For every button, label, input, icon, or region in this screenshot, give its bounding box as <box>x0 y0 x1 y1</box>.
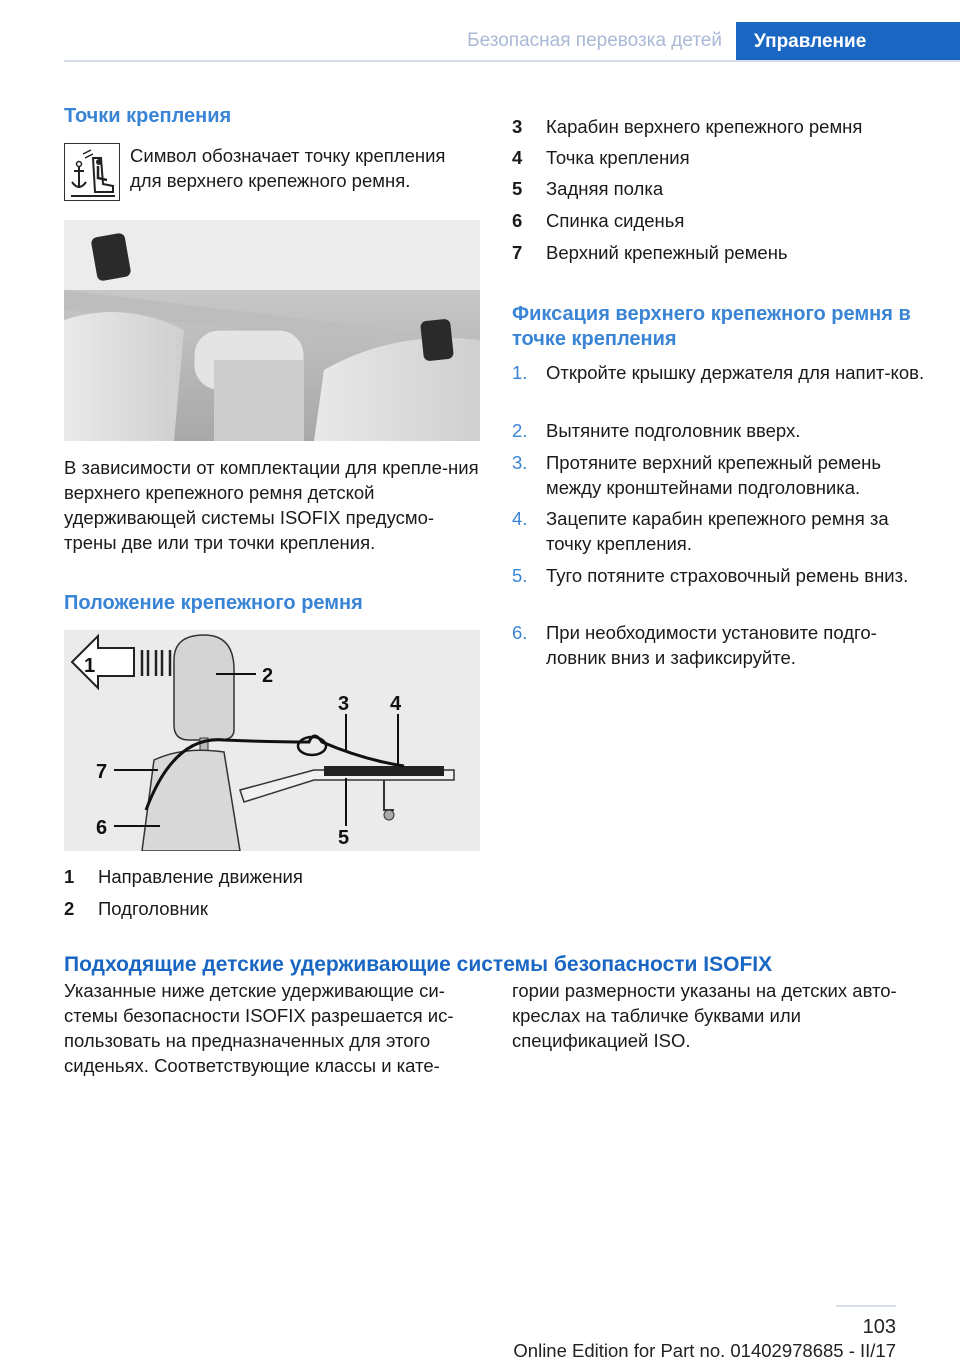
legend-text: Точка крепления <box>546 147 690 168</box>
diagram-label-4: 4 <box>390 693 402 715</box>
legend-text: Задняя полка <box>546 178 664 199</box>
diagram-label-5: 5 <box>338 827 350 849</box>
legend-item <box>64 896 480 921</box>
legend-item <box>512 145 928 170</box>
step-text: Вытяните подголовник вверх. <box>546 420 801 441</box>
legend-text: Спинка сиденья <box>546 210 685 231</box>
step-item <box>512 360 928 410</box>
legend-number: 3 <box>512 116 523 137</box>
page-number: 103 <box>862 1316 896 1338</box>
legend-number: 1 <box>64 866 75 887</box>
legend-item <box>512 240 928 265</box>
fixing-heading: Фиксация верхнего крепежного ремня в точке крепления <box>512 303 911 350</box>
step-item <box>512 506 928 556</box>
step-item <box>512 620 928 670</box>
legend-item <box>512 114 928 139</box>
step-text: Зацепите карабин крепежного ремня за точку крепления. <box>546 508 889 554</box>
footer-rule <box>836 1305 896 1307</box>
anchor-symbol-description: Символ обозначает точку крепления для верхнего крепежного ремня. <box>130 145 446 191</box>
legend-text: Направление движения <box>98 866 303 887</box>
strap-position-heading: Положение крепежного ремня <box>64 592 363 614</box>
legend-text: Верхний крепежный ремень <box>546 242 788 263</box>
header-section: Безопасная перевозка детей <box>467 30 722 51</box>
diagram-label-3: 3 <box>338 693 350 715</box>
diagram-label-6: 6 <box>96 817 108 839</box>
diagram-label-1: 1 <box>84 655 96 677</box>
step-number: 5. <box>512 565 528 586</box>
step-text: При необходимости установите подго-ловник вниз и зафиксируйте. <box>546 622 877 668</box>
step-number: 2. <box>512 420 528 441</box>
legend-text: Карабин верхнего крепежного ремня <box>546 116 863 137</box>
legend-number: 2 <box>64 898 75 919</box>
legend-number: 6 <box>512 210 523 231</box>
legend-number: 7 <box>512 242 523 263</box>
edition-note: Online Edition for Part no. 01402978685 - II/17 <box>513 1340 896 1361</box>
step-number: 6. <box>512 622 528 643</box>
rear-shelf-anchor-photo <box>64 220 480 441</box>
legend-item <box>512 176 928 201</box>
diagram-label-2: 2 <box>262 665 274 687</box>
step-item <box>512 450 928 500</box>
isofix-heading: Подходящие детские удерживающие системы безопасности ISOFIX <box>64 953 773 976</box>
step-text: Туго потяните страховочный ремень вниз. <box>546 565 909 586</box>
isofix-body-left: Указанные ниже детские удерживающие си-стемы безопасности ISOFIX разрешается ис-пользовать на предназначенных для этого сиденьях. Соответствующие классы и кате- <box>64 980 454 1076</box>
legend-item <box>512 208 928 233</box>
isofix-child-seat-anchor-icon <box>64 143 120 201</box>
strap-position-diagram <box>64 630 480 851</box>
step-number: 1. <box>512 362 528 383</box>
header-rule <box>64 60 960 62</box>
legend-number: 5 <box>512 178 523 199</box>
step-number: 4. <box>512 508 528 529</box>
diagram-label-7: 7 <box>96 761 108 783</box>
step-text: Откройте крышку держателя для напит-ков. <box>546 362 925 383</box>
header-chapter-tab: Управление <box>736 22 960 62</box>
legend-number: 4 <box>512 147 523 168</box>
legend-text: Подголовник <box>98 898 208 919</box>
step-item <box>512 418 928 443</box>
legend-item <box>64 864 480 889</box>
page-header <box>64 22 960 62</box>
anchor-points-body: В зависимости от комплектации для крепле-ния верхнего крепежного ремня детской удерживающей системы ISOFIX предусмо-трены две или три точки крепления. <box>64 457 479 553</box>
isofix-body-right: гории размерности указаны на детских авто-креслах на табличке буквами или спецификацией ISO. <box>512 980 897 1051</box>
step-item <box>512 563 928 613</box>
step-text: Протяните верхний крепежный ремень между кронштейнами подголовника. <box>546 452 882 498</box>
step-number: 3. <box>512 452 528 473</box>
anchor-points-heading: Точки крепления <box>64 105 232 127</box>
